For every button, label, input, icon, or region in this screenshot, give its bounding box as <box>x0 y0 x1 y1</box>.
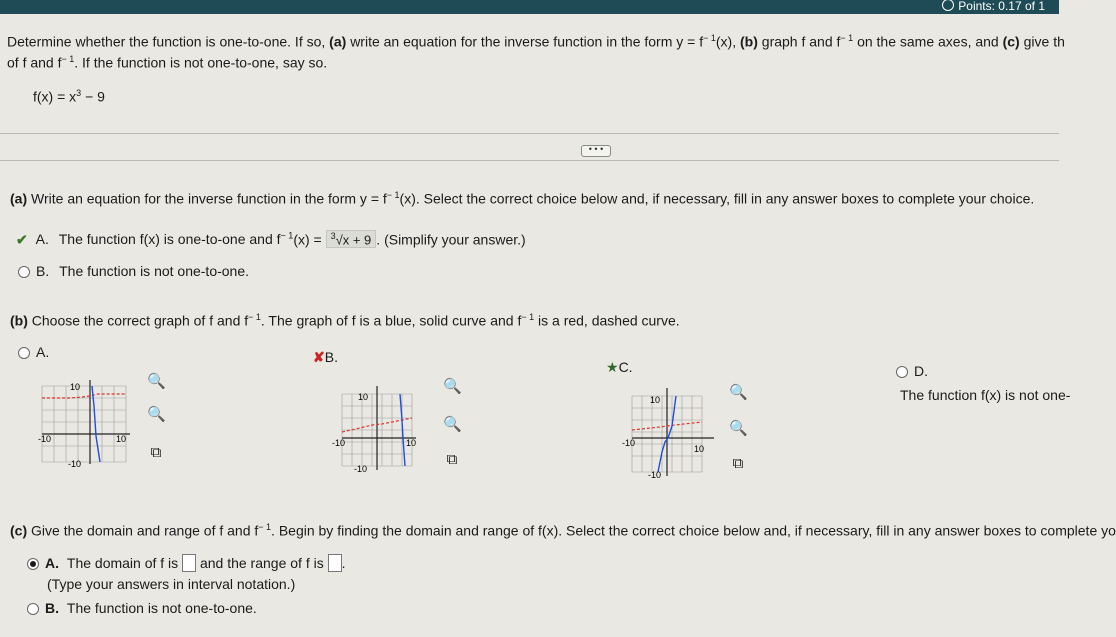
points-display: Points: 0.17 of 1 <box>942 0 1045 13</box>
part-c-hint: (Type your answers in interval notation.) <box>47 576 296 592</box>
part-a-option-b[interactable]: B. The function is not one-to-one. <box>18 263 249 279</box>
radio-c-option-b[interactable] <box>27 603 39 615</box>
part-a-option-a[interactable]: ✔ A. The function f(x) is one-to-one and $f^{- 1}(x) = ^3√x + 9$ . (Simplify your answer.) <box>16 230 526 248</box>
tick-top: 10 <box>650 395 661 405</box>
radio-graph-a[interactable] <box>18 347 30 359</box>
zoom-out-icon[interactable]: 🔍 <box>443 416 462 433</box>
tick-right: 10 <box>694 444 705 454</box>
graph-c[interactable] <box>620 386 720 478</box>
star-icon: ★ <box>606 359 619 375</box>
part-b-prompt: (b) Choose the correct graph of f and $f^{- 1}$. The graph of f is a blue, solid curve and $f^{- 1}$ is a red, dashed curve. <box>10 312 680 329</box>
function-definition: $f(x) = x^3 - 9$ <box>33 88 105 105</box>
part-c-prompt: (c) Give the domain and range of f and $f^{- 1}$. Begin by finding the domain and range of f(x). Select the correct choice below and, if necessary, fill in any answer boxes to complete yo <box>10 522 1116 539</box>
graph-option-c-label[interactable]: ★C. <box>606 359 633 375</box>
graph-option-d-text: The function f(x) is not one- <box>900 387 1071 403</box>
range-input[interactable] <box>328 554 342 572</box>
question-line-2: of f and $f^{- 1}$. If the function is not one-to-one, say so. <box>7 54 328 71</box>
zoom-in-icon[interactable]: 🔍 <box>443 378 462 395</box>
question-line-1: Determine whether the function is one-to-one. If so, (a) write an equation for the inverse function in the form $y = f^{- 1}(x)$, (b) graph f and $f^{- 1}$ on the same axes, and (c) give th <box>7 33 1065 50</box>
tick-left: -10 <box>332 438 346 448</box>
x-icon: ✘ <box>313 349 325 365</box>
divider-bottom <box>0 160 1059 161</box>
domain-input[interactable] <box>182 554 196 572</box>
external-link-icon[interactable]: ⧉ <box>446 451 458 468</box>
graph-a[interactable] <box>30 376 140 468</box>
zoom-in-icon[interactable]: 🔍 <box>147 373 166 390</box>
external-link-icon[interactable]: ⧉ <box>150 444 162 461</box>
tick-top: 10 <box>358 392 369 402</box>
zoom-out-icon[interactable]: 🔍 <box>147 406 166 423</box>
graph-option-a-label[interactable]: A. <box>18 344 49 360</box>
part-a-prompt: (a) Write an equation for the inverse function in the form $y = f^{- 1}(x)$. Select the correct choice below and, if necessary, fill in any answer boxes to complete your choice. <box>10 190 1035 207</box>
part-c-option-b[interactable]: B. The function is not one-to-one. <box>27 600 257 616</box>
divider-top <box>0 133 1059 134</box>
zoom-out-icon[interactable]: 🔍 <box>729 420 748 437</box>
tick-left: -10 <box>38 434 52 444</box>
radio-c-option-a[interactable] <box>27 558 39 570</box>
points-icon <box>942 0 954 11</box>
check-icon: ✔ <box>16 231 28 248</box>
top-bar <box>0 0 1059 14</box>
tick-right: 10 <box>406 438 417 448</box>
tick-right: 10 <box>116 434 127 444</box>
inverse-answer-box[interactable]: $^3$√x + 9 <box>326 230 377 248</box>
more-button[interactable]: • • • <box>581 145 611 157</box>
tick-bottom: -10 <box>648 470 662 480</box>
tick-bottom: -10 <box>354 464 368 474</box>
f-curve <box>92 386 100 462</box>
graph-option-d-label[interactable]: D. <box>896 363 928 379</box>
radio-graph-d[interactable] <box>896 366 908 378</box>
part-c-option-a[interactable]: A. The domain of f is and the range of f is . <box>27 554 346 572</box>
tick-top: 10 <box>70 382 81 392</box>
tick-left: -10 <box>622 438 636 448</box>
radio-option-b[interactable] <box>18 266 30 278</box>
finv-curve <box>42 394 126 398</box>
graph-b[interactable] <box>330 380 430 472</box>
external-link-icon[interactable]: ⧉ <box>732 455 744 472</box>
graph-option-b-label[interactable]: ✘B. <box>313 349 338 365</box>
tick-bottom: -10 <box>68 459 82 469</box>
zoom-in-icon[interactable]: 🔍 <box>729 384 748 401</box>
